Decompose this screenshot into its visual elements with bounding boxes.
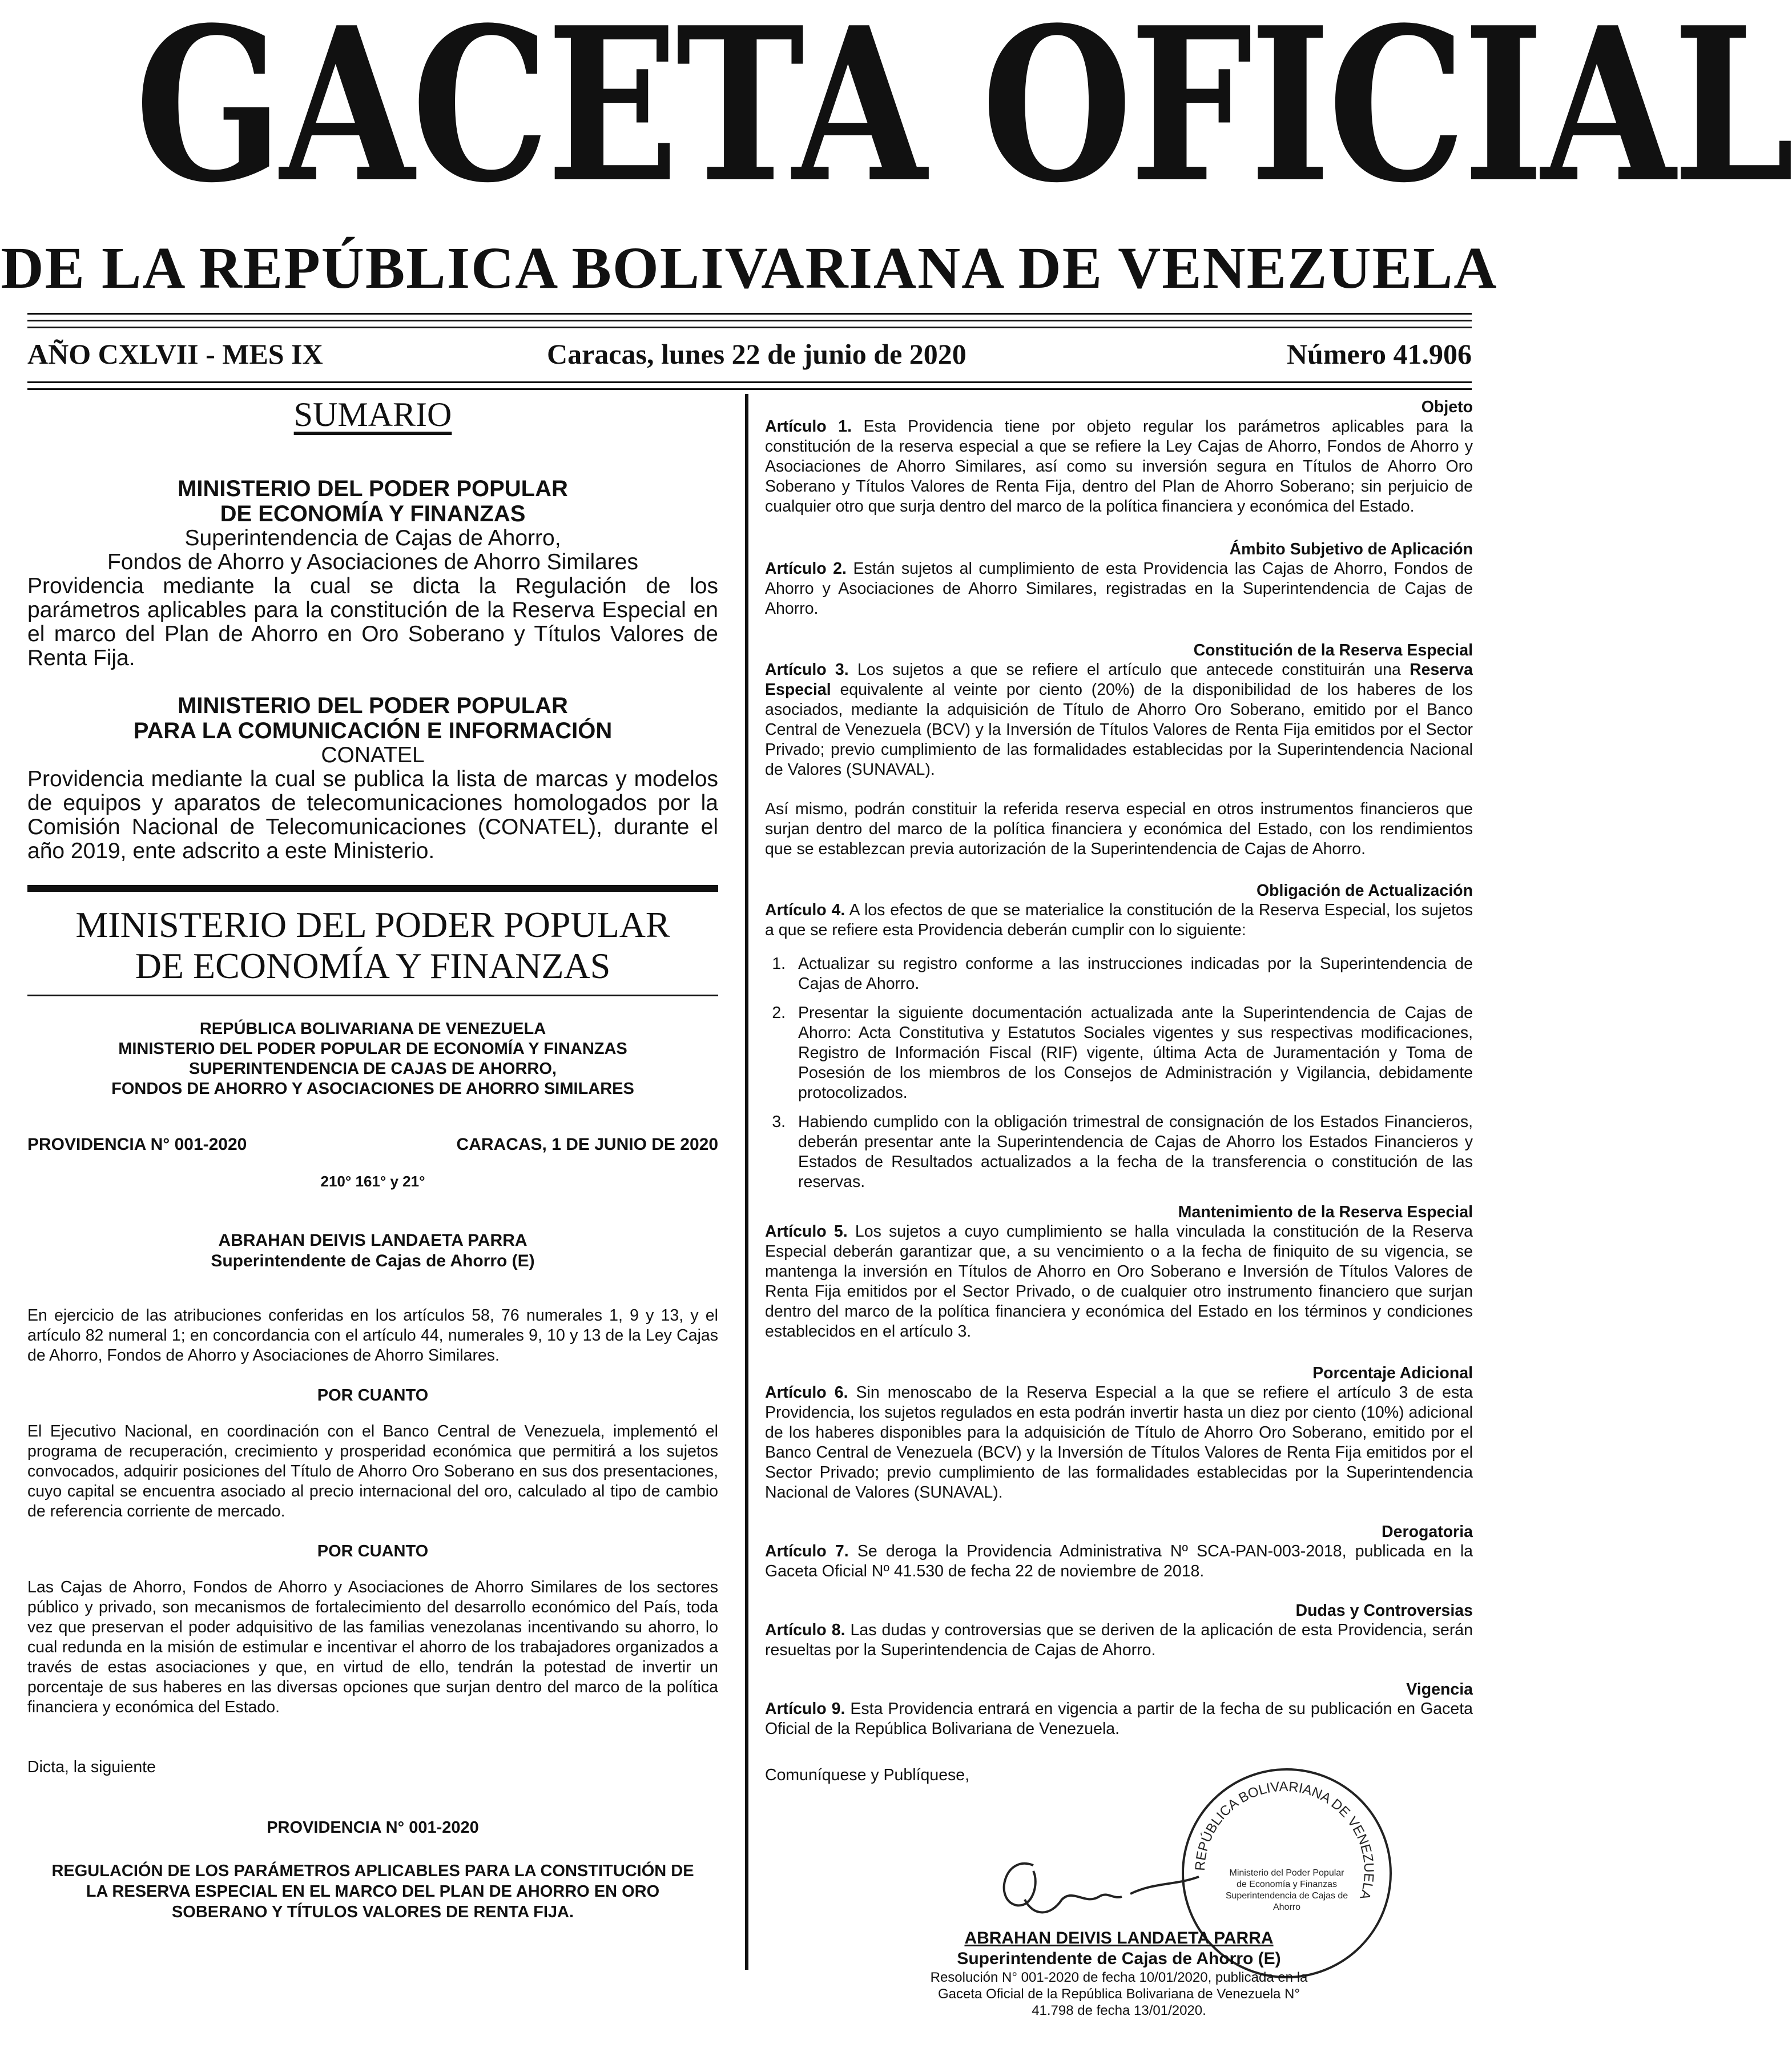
article-heading: Obligación de Actualización <box>1256 882 1473 900</box>
document-header-line: FONDOS DE AHORRO Y ASOCIACIONES DE AHORRO SIMILARES <box>111 1080 634 1098</box>
dateline-rule-1 <box>27 381 1472 383</box>
sumario-description: Providencia mediante la cual se publica la lista de marcas y modelos de equipos y aparatos de telecomunicaciones homologados por la Comisión Nacional de Telecomunicaciones (CONATEL), durante el año 2019, ente adscrito a este Ministerio. <box>27 767 718 863</box>
sumario-ministry: DE ECONOMÍA Y FINANZAS <box>220 501 526 526</box>
article-4-list <box>765 954 1473 1192</box>
article-heading: Derogatoria <box>1382 1523 1473 1541</box>
providencia-line <box>27 1133 718 1156</box>
sumario-ministry: MINISTERIO DEL PODER POPULAR <box>178 476 568 501</box>
stamp-center-text: Ministerio del Poder Popular de Economía y Finanzas Superintendencia de Cajas de Ahorro <box>1225 1868 1348 1912</box>
providencia-date: CARACAS, 1 DE JUNIO DE 2020 <box>456 1135 718 1154</box>
gazette-title: GACETA OFICIAL <box>135 0 1792 230</box>
preamble: En ejercicio de las atribuciones conferidas en los artículos 58, 76 numerales 1, 9 y 13, y el artículo 82 numeral 1; en concordancia con el artículo 44, numerales 9, 10 y 13 de la Ley Cajas de Ahorro, Fondos de Ahorro y Asociaciones de Ahorro Similares. <box>27 1306 718 1365</box>
signer-header <box>27 1230 718 1272</box>
section-rule <box>27 885 718 892</box>
signer-title: Superintendente de Cajas de Ahorro (E) <box>957 1949 1281 1968</box>
article-6: Artículo 6. Sin menoscabo de la Reserva Especial a la que se refiere el artículo 3 de esta Providencia, los sujetos regulados en esta podrán invertir hasta un diez por ciento (10%) adicional de los haberes disponibles para la adquisición de Título de Ahorro Oro Soberano, emitido por el Banco Central de Venezuela (BCV) y la Inversión de Títulos Valores de Renta Fija emitidos por el Sector Privado; previo cumplimiento de las formalidades establecidas por la Superintendencia Nacional de Valores (SUNAVAL). <box>765 1383 1473 1502</box>
masthead <box>0 0 1792 303</box>
section-ministry-line: DE ECONOMÍA Y FINANZAS <box>135 945 611 986</box>
sumario-org: CONATEL <box>321 743 425 767</box>
article-5: Artículo 5. Los sujetos a cuyo cumplimiento se halla vinculada la constitución de la Reserva Especial deberán garantizar que, a su vencimiento o a la fecha de finiquito de su vigencia, se mantenga la inversión en Títulos de Ahorro en Oro Soberano e Inversión de Títulos Valores de Renta Fija emitidos por el Sector Privado, o de cualquier otro instrumento financiero que surjan dentro del marco de la política financiera y económica del Estado en los términos y condiciones establecidos en el artículo 3. <box>765 1222 1473 1341</box>
article-heading: Vigencia <box>1406 1680 1473 1699</box>
article-1: Artículo 1. Esta Providencia tiene por objeto regular los parámetros aplicables para la constitución de la reserva especial a que se refiere la Ley Cajas de Ahorro, Fondos de Ahorro y Asociaciones de Ahorro Similares, así como su inversión segura en Títulos de Ahorro Oro Soberano y Títulos Valores de Renta Fija, dentro del Plan de Ahorro Soberano; sin perjuicio de cualquier otro que surja dentro del marco de la política financiera y económica del Estado. <box>765 417 1473 516</box>
sumario-ministry: PARA LA COMUNICACIÓN E INFORMACIÓN <box>133 718 613 743</box>
article-9: Artículo 9. Esta Providencia entrará en vigencia a partir de la fecha de su publicación en Gaceta Oficial de la República Bolivariana de Venezuela. <box>765 1700 1473 1738</box>
list-item: 1. Actualizar su registro conforme a las instrucciones indicadas por la Superintendencia de Cajas de Ahorro. <box>790 954 1473 994</box>
left-column <box>27 394 718 1970</box>
list-item: 3. Habiendo cumplido con la obligación trimestral de consignación de los Estados Financieros, deberán presentar ante la Superintendencia de Cajas de Ahorro los Estados Financieros y Estados de Resultados actualizados a la fecha de la transferencia o constitución de las reservas. <box>790 1112 1473 1192</box>
article-heading: Mantenimiento de la Reserva Especial <box>1178 1203 1473 1221</box>
article-3: Artículo 3. Los sujetos a que se refiere el artículo que antecede constituirán una Reserva Especial equivalente al veinte por ciento (20%) de la disponibilidad de los haberes de los asociados, mediante la adquisición de Título de Ahorro Oro Soberano, emitido por el Banco Central de Venezuela (BCV) y la Inversión de Títulos Valores de Renta Fija emitidos por el Sector Privado; previo cumplimiento de las formalidades establecidas por la Superintendencia Nacional de Valores (SUNAVAL). <box>765 661 1473 779</box>
article-4: Artículo 4. A los efectos de que se materialice la constitución de la Reserva Especial, los sujetos a que se refiere esta Providencia deberán cumplir con lo siguiente: <box>765 901 1473 939</box>
signer-block <box>765 1928 1473 2019</box>
masthead-rule-top <box>27 313 1472 315</box>
svg-text:REPÚBLICA BOLIVARIANA DE VENEZ: REPÚBLICA BOLIVARIANA DE VENEZUELA <box>1192 1779 1377 1902</box>
masthead-rule-3 <box>27 327 1472 328</box>
por-cuanto-2: Las Cajas de Ahorro, Fondos de Ahorro y Asociaciones de Ahorro Similares de los sectores público y privado, son mecanismos de fortalecimiento del desarrollo económico del País, toda vez que preservan el poder adquisitivo de las familias venezolanas incentivando su ahorro, lo cual redunda en la misión de estimular e incentivar el ahorro de los trabajadores organizados a través de estas asociaciones y que, en virtud de ello, tendrán la potestad de invertir un porcentaje de sus haberes en las diversas opciones que surjan dentro del marco de la política financiera y económica del Estado. <box>27 1578 718 1716</box>
article-8: Artículo 8. Las dudas y controversias que se deriven de la aplicación de esta Providencia, serán resueltas por la Superintendencia de Cajas de Ahorro. <box>765 1621 1473 1659</box>
resolution-note: Resolución N° 001-2020 de fecha 10/01/2020, publicada en la Gaceta Oficial de la República Bolivariana de Venezuela N° 41.798 de fecha 13/01/2020. <box>930 1970 1308 2018</box>
document-header-line: SUPERINTENDENCIA DE CAJAS DE AHORRO, <box>189 1060 557 1078</box>
signature-area <box>765 1779 1473 2048</box>
right-column <box>765 394 1473 2018</box>
por-cuanto-1: El Ejecutivo Nacional, en coordinación con el Banco Central de Venezuela, implementó el programa de recuperación, crecimiento y prosperidad económica que permitirá a los sujetos convocados, adquirir posiciones del Título de Ahorro Oro Soberano en sus dos presentaciones, cuyo capital se encuentra asociado al precio internacional del oro, calculado al tipo de cambio de referencia corriente de mercado. <box>27 1422 718 1520</box>
regulation-title: REGULACIÓN DE LOS PARÁMETROS APLICABLES PARA LA CONSTITUCIÓN DE LA RESERVA ESPECIAL EN EL MARCO DEL PLAN DE AHORRO EN ORO SOBERANO Y TÍTULOS VALORES DE RENTA FIJA. <box>51 1862 694 1921</box>
edition-place-date: Caracas, lunes 22 de junio de 2020 <box>547 338 967 370</box>
edition-year-month: AÑO CXLVII - MES IX <box>27 338 323 370</box>
closing-formula: Comuníquese y Publíquese, <box>765 1766 970 1784</box>
sumario-ministry: MINISTERIO DEL PODER POPULAR <box>178 693 568 718</box>
gazette-subtitle: DE LA REPÚBLICA BOLIVARIANA DE VENEZUELA <box>1 235 1498 301</box>
por-cuanto-heading: POR CUANTO <box>317 1542 429 1560</box>
patriotic-years: 210° 161° y 21° <box>320 1173 425 1190</box>
article-2: Artículo 2. Están sujetos al cumplimiento de esta Providencia las Cajas de Ahorro, Fondos de Ahorro y Asociaciones de Ahorro Similares, registradas en la Superintendencia de Cajas de Ahorro. <box>765 560 1473 618</box>
dateline <box>27 337 1472 371</box>
signer-name: ABRAHAN DEIVIS LANDAETA PARRA <box>964 1929 1274 1948</box>
article-heading: Ámbito Subjetivo de Aplicación <box>1229 540 1473 558</box>
column-divider <box>745 394 748 1970</box>
providencia-number: PROVIDENCIA N° 001-2020 <box>27 1135 247 1154</box>
sumario-entry <box>27 476 718 670</box>
document-header <box>27 1019 718 1099</box>
section-underline <box>27 995 718 996</box>
sumario-org: Superintendencia de Cajas de Ahorro, <box>184 526 561 550</box>
edition-number: Número 41.906 <box>1286 338 1472 370</box>
sumario-org: Fondos de Ahorro y Asociaciones de Ahorro Similares <box>107 550 638 574</box>
providencia-number-2: PROVIDENCIA N° 001-2020 <box>267 1818 479 1837</box>
signer-title: Superintendente de Cajas de Ahorro (E) <box>211 1252 535 1270</box>
article-heading: Dudas y Controversias <box>1295 1602 1473 1620</box>
masthead-rule-2 <box>27 320 1472 321</box>
article-3-para-2: Así mismo, podrán constituir la referida reserva especial en otros instrumentos financieros que surjan dentro del marco de la política financiera y económica del Estado, con los rendimientos que se establezcan previa autorización de la Superintendencia de Cajas de Ahorro. <box>765 800 1473 858</box>
sumario-description: Providencia mediante la cual se dicta la Regulación de los parámetros aplicables para la constitución de la Reserva Especial en el marco del Plan de Ahorro en Oro Soberano y Títulos Valores de Renta Fija. <box>27 574 718 670</box>
signer-name: ABRAHAN DEIVIS LANDAETA PARRA <box>218 1231 527 1250</box>
sumario-entry <box>27 693 718 863</box>
por-cuanto-heading: POR CUANTO <box>317 1386 429 1405</box>
document-header-line: MINISTERIO DEL PODER POPULAR DE ECONOMÍA Y FINANZAS <box>118 1040 627 1058</box>
sumario-heading: SUMARIO <box>293 396 452 433</box>
document-header-line: REPÚBLICA BOLIVARIANA DE VENEZUELA <box>199 1020 546 1038</box>
dicta-line: Dicta, la siguiente <box>27 1758 156 1776</box>
article-heading: Objeto <box>1421 398 1473 416</box>
article-heading: Constitución de la Reserva Especial <box>1193 641 1473 659</box>
section-ministry-title <box>27 904 718 987</box>
list-item: 2. Presentar la siguiente documentación actualizada ante la Superintendencia de Cajas de Ahorro: Acta Constitutiva y Estatutos Sociales vigentes y sus respectivas modificaciones, Registro de Información Fiscal (RIF) vigente, última Acta de Juramentación y Toma de Posesión de los miembros de los Consejos de Administración y Vigilancia, debidamente protocolizados. <box>790 1003 1473 1103</box>
dateline-rule-2 <box>27 388 1472 390</box>
article-heading: Porcentaje Adicional <box>1312 1364 1473 1382</box>
section-ministry-line: MINISTERIO DEL PODER POPULAR <box>75 904 670 945</box>
article-7: Artículo 7. Se deroga la Providencia Administrativa Nº SCA-PAN-003-2018, publicada en la Gaceta Oficial Nº 41.530 de fecha 22 de noviembre de 2018. <box>765 1542 1473 1580</box>
